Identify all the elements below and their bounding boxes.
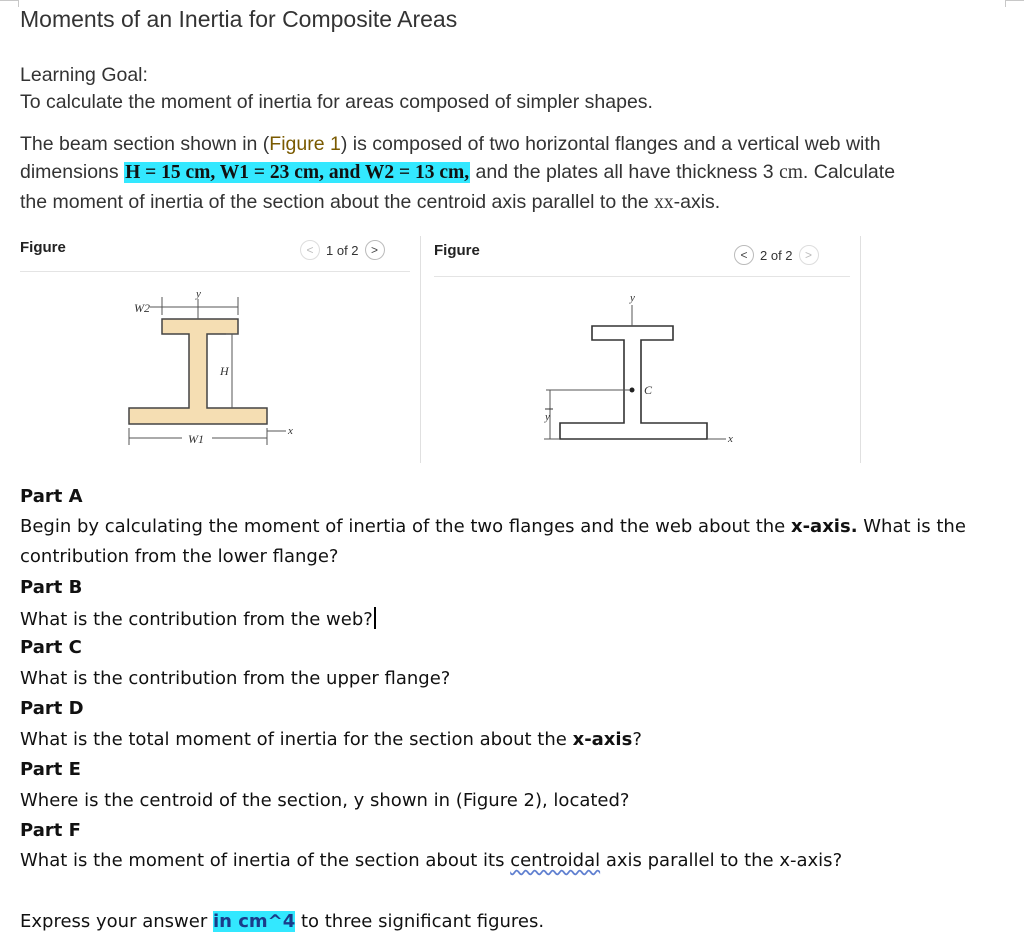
- question-text: What is the: [857, 516, 966, 537]
- units-highlight: in cm^4: [212, 911, 296, 932]
- figure-1-diagram: [110, 285, 310, 455]
- prev-figure-button[interactable]: <: [734, 245, 754, 265]
- part-d-label: Part D: [20, 698, 84, 719]
- figure-separator-left: [420, 236, 421, 463]
- y-axis-label: y: [630, 292, 635, 304]
- figure-separator-right: [860, 236, 861, 463]
- next-figure-button[interactable]: >: [365, 240, 385, 260]
- problem-line-3: [20, 188, 720, 217]
- corner-mark-left: [0, 0, 19, 7]
- axis-text: xx: [654, 192, 674, 213]
- problem-text: ) is composed of two horizontal flanges and a vertical web with: [340, 133, 881, 155]
- question-bold: x-axis: [572, 729, 633, 750]
- ybar-label: y: [545, 411, 550, 423]
- w1-label: W1: [188, 432, 204, 446]
- next-figure-button[interactable]: >: [799, 245, 819, 265]
- part-d-text: [20, 729, 642, 750]
- part-b-text: [20, 607, 376, 630]
- figure-1-link[interactable]: Figure 1: [269, 133, 341, 155]
- problem-text: dimensions: [20, 161, 125, 183]
- part-f-text: [20, 850, 842, 871]
- goal-label: Learning Goal:: [20, 64, 148, 86]
- problem-text: the moment of inertia of the section about the centroid axis parallel to the: [20, 191, 655, 213]
- goal-text: To calculate the moment of inertia for areas composed of simpler shapes.: [20, 91, 653, 113]
- figure-2-diagram: [530, 285, 760, 455]
- part-c-text: What is the contribution from the upper flange?: [20, 668, 451, 689]
- part-e-text: Where is the centroid of the section, y shown in (Figure 2), located?: [20, 790, 630, 811]
- figure-1-divider: [20, 271, 410, 272]
- centroid-dot: [630, 388, 635, 393]
- figure-1-label: Figure: [20, 239, 66, 256]
- problem-text: -axis.: [673, 191, 721, 213]
- dimensions-highlight: H = 15 cm, W1 = 23 cm, and W2 = 13 cm,: [125, 162, 470, 183]
- prev-figure-button[interactable]: <: [300, 240, 320, 260]
- spellcheck-word: centroidal: [510, 850, 601, 871]
- question-text: What is the contribution from the web?: [20, 609, 373, 630]
- part-a-text-line-2: contribution from the lower flange?: [20, 546, 339, 567]
- problem-line-1: [20, 130, 881, 159]
- x-axis-label: x: [288, 425, 293, 437]
- figure-2-pager-text: 2 of 2: [760, 247, 793, 263]
- unit-text: cm: [779, 162, 803, 183]
- corner-mark-right: [1005, 0, 1024, 7]
- problem-text: . Calculate: [802, 161, 896, 183]
- problem-text: The beam section shown in (: [20, 133, 270, 155]
- centroid-label: C: [644, 383, 653, 397]
- i-beam-outline: [560, 326, 707, 439]
- instruction-text: Express your answer: [20, 911, 213, 932]
- question-text: What is the total moment of inertia for the section about the: [20, 729, 573, 750]
- figure-1-pager-text: 1 of 2: [326, 242, 359, 258]
- question-text: Begin by calculating the moment of inertia of the two flanges and the web about the: [20, 516, 791, 537]
- page-title: Moments of an Inertia for Composite Areas: [20, 6, 458, 32]
- instruction-text: to three significant figures.: [295, 911, 545, 932]
- figure-1-pager: [300, 240, 385, 260]
- part-a-label: Part A: [20, 486, 83, 507]
- text-cursor: [374, 607, 376, 629]
- y-axis-label: y: [196, 288, 201, 300]
- figure-2-pager: [734, 245, 819, 265]
- part-b-label: Part B: [20, 577, 83, 598]
- w2-label: W2: [134, 301, 150, 315]
- figure-2-label: Figure: [434, 242, 480, 259]
- part-f-label: Part F: [20, 820, 81, 841]
- problem-line-2: [20, 158, 895, 187]
- part-c-label: Part C: [20, 637, 82, 658]
- x-axis-label: x: [728, 433, 733, 445]
- i-beam-shape: [129, 319, 267, 424]
- question-text: What is the moment of inertia of the section about its: [20, 850, 511, 871]
- part-a-text: [20, 516, 966, 537]
- problem-text: and the plates all have thickness 3: [470, 161, 780, 183]
- question-text: ?: [632, 729, 642, 750]
- answer-instructions: [20, 911, 544, 932]
- h-label: H: [220, 364, 229, 378]
- part-e-label: Part E: [20, 759, 81, 780]
- question-bold: x-axis.: [790, 516, 858, 537]
- question-text: axis parallel to the x-axis?: [600, 850, 843, 871]
- figure-2-divider: [434, 276, 850, 277]
